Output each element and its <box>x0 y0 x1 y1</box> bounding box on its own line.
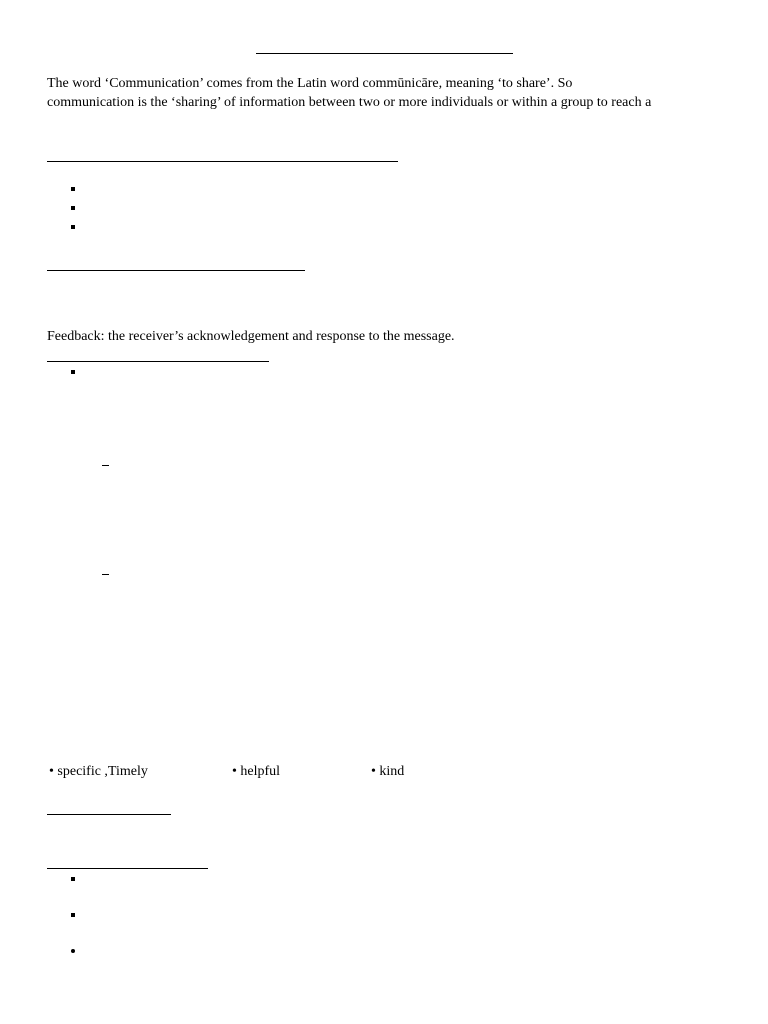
bullet-square <box>71 206 75 210</box>
section-heading-underline-4 <box>47 814 171 815</box>
section-heading-underline-3 <box>47 361 269 362</box>
feedback-definition: Feedback: the receiver’s acknowledgement and response to the message. <box>47 329 455 344</box>
feedback-quality-kind: • kind <box>371 764 405 779</box>
bullet-dot <box>71 949 75 953</box>
dash-marker <box>102 465 109 466</box>
intro-line-1: The word ‘Communication’ comes from the Latin word commūnicāre, meaning ‘to share’. So <box>47 76 573 91</box>
title-underline <box>256 53 513 54</box>
section-heading-underline-2 <box>47 270 305 271</box>
section-heading-underline-5 <box>47 868 208 869</box>
bullet-square <box>71 225 75 229</box>
bullet-square <box>71 913 75 917</box>
feedback-quality-helpful: • helpful <box>232 764 281 779</box>
bullet-square <box>71 370 75 374</box>
intro-line-2: communication is the ‘sharing’ of information between two or more individuals or within a group to reach a <box>47 95 652 110</box>
feedback-quality-specific-timely: • specific ,Timely <box>49 764 148 779</box>
section-heading-underline-1 <box>47 161 398 162</box>
bullet-square <box>71 187 75 191</box>
dash-marker <box>102 574 109 575</box>
bullet-square <box>71 877 75 881</box>
